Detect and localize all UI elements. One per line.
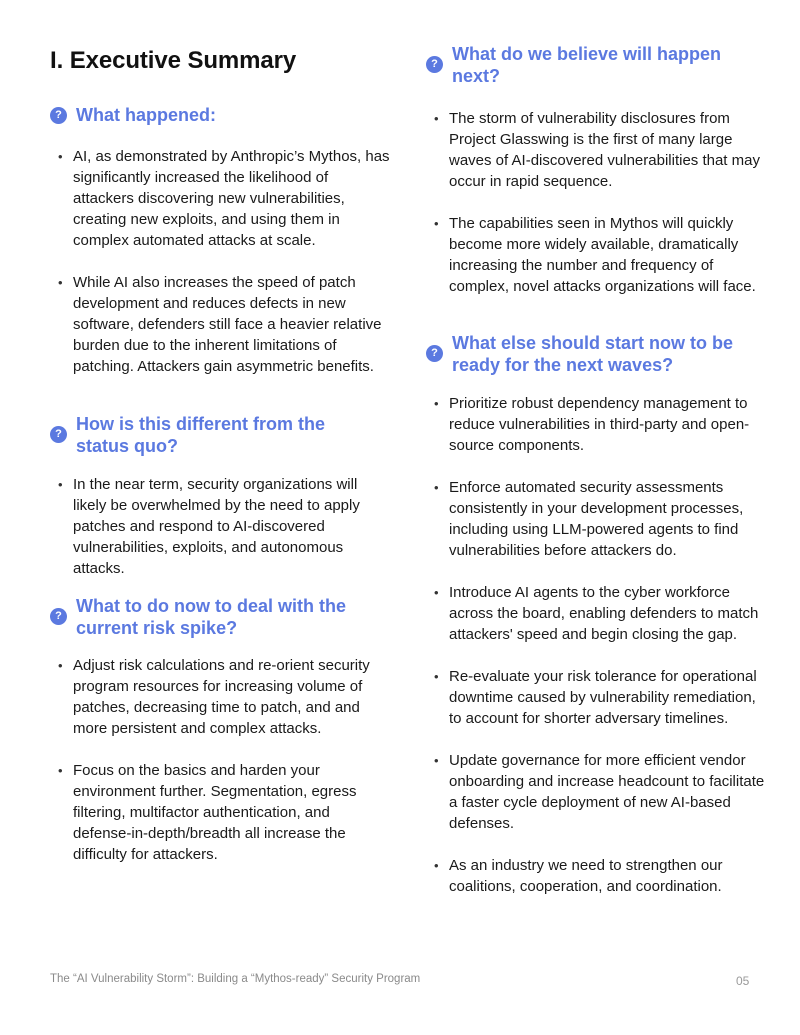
bullet-list: [50, 474, 390, 600]
list-item: • While AI also increases the speed of patch development and reduces defects in new software, defenders still face a heavier relative burden due to the inherent limitations of patching. Attackers gain asymmetric benefits.: [50, 272, 390, 377]
list-item: • Re-evaluate your risk tolerance for operational downtime caused by vulnerability remediation, to account for shorter adversary timelines.: [426, 666, 766, 729]
bullet-list: [426, 108, 766, 318]
list-item: • AI, as demonstrated by Anthropic’s Mythos, has significantly increased the likelihood of attackers discovering new vulnerabilities, creating new exploits, and using them in complex automated attacks at scale.: [50, 146, 390, 251]
list-item: • In the near term, security organizations will likely be overwhelmed by the need to apply patches and respond to AI-discovered vulnerabilities, exploits, and autonomous attacks.: [50, 474, 390, 579]
list-item: • Update governance for more efficient vendor onboarding and increase headcount to facilitate a faster cycle deployment of new AI-based defenses.: [426, 750, 766, 834]
list-item: • The capabilities seen in Mythos will quickly become more widely available, dramatically increasing the number and frequency of complex, novel attacks organizations will face.: [426, 213, 766, 297]
list-item: • Focus on the basics and harden your environment further. Segmentation, egress filtering, multifactor authentication, and defense-in-depth/breadth all increase the difficulty for attackers.: [50, 760, 390, 865]
section-heading-text: What happened:: [76, 105, 216, 125]
section-heading-text: What else should start now to be ready for the next waves?: [452, 333, 734, 375]
list-item: • Prioritize robust dependency management to reduce vulnerabilities in third-party and open-source components.: [426, 393, 766, 456]
question-icon: ?: [50, 107, 67, 124]
bullet-list: [50, 655, 390, 886]
question-icon: ?: [426, 345, 443, 362]
bullet-list: [50, 146, 390, 398]
section-heading-text: How is this different from the status quo?: [76, 414, 326, 456]
list-item: • As an industry we need to strengthen our coalitions, cooperation, and coordination.: [426, 855, 766, 897]
list-item: • Introduce AI agents to the cyber workforce across the board, enabling defenders to match attackers' speed and begin closing the gap.: [426, 582, 766, 645]
page-title: I. Executive Summary: [50, 47, 297, 74]
question-icon: ?: [426, 56, 443, 73]
section-heading-text: What do we believe will happen next?: [452, 44, 722, 86]
list-item: • Enforce automated security assessments consistently in your development processes, including using LLM-powered agents to find vulnerabilities before attackers do.: [426, 477, 766, 561]
list-item: • The storm of vulnerability disclosures from Project Glasswing is the first of many large waves of AI-discovered vulnerabilities that may occur in rapid sequence.: [426, 108, 766, 192]
question-icon: ?: [50, 608, 67, 625]
section-heading-text: What to do now to deal with the current risk spike?: [76, 596, 346, 638]
list-item: • Adjust risk calculations and re-orient security program resources for increasing volume of patches, decreasing time to patch, and and more persistent and complex attacks.: [50, 655, 390, 739]
footer-document-title: The “AI Vulnerability Storm”: Building a “Mythos-ready” Security Program: [50, 973, 421, 985]
page-number: 05: [736, 974, 750, 988]
question-icon: ?: [50, 426, 67, 443]
bullet-list: [426, 393, 766, 918]
